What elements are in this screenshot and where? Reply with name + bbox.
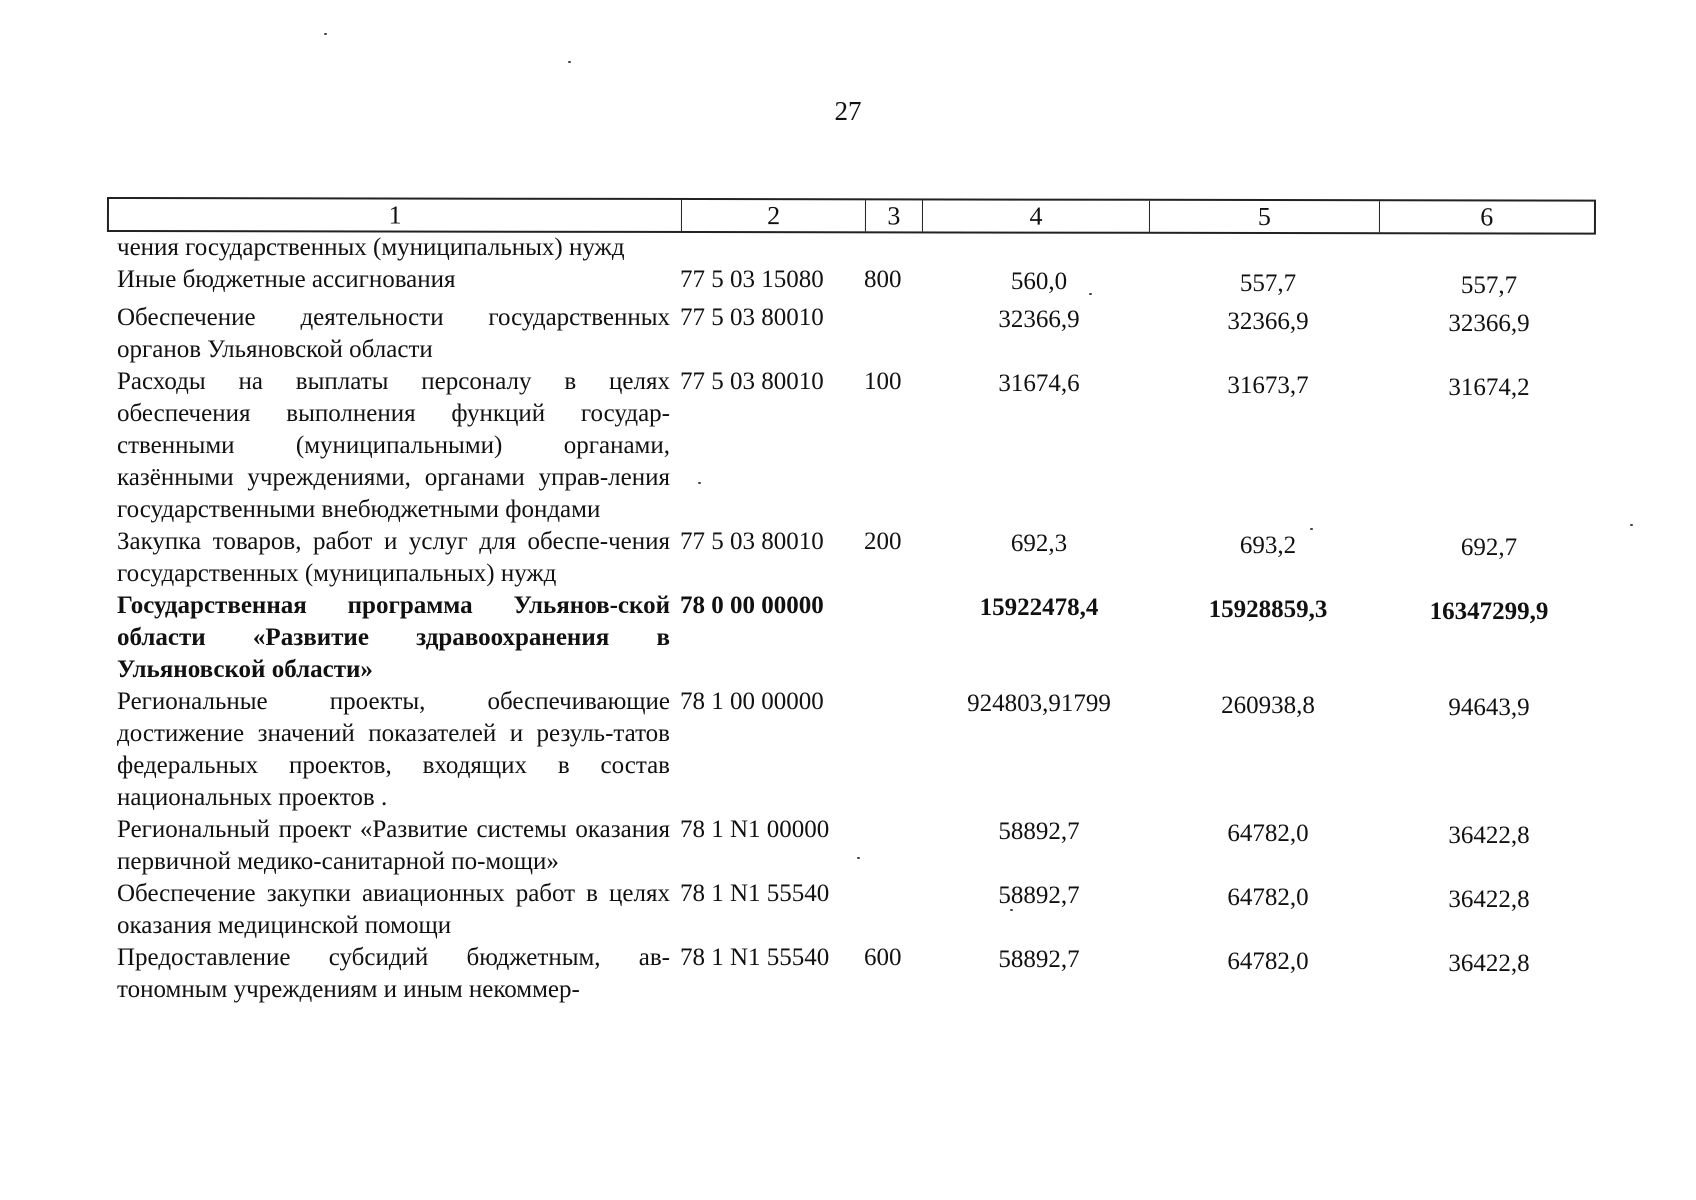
row-value-col4: 31674,6: [998, 370, 1080, 397]
row-value-col5: 64782,0: [1227, 948, 1309, 975]
row-value-col6: 94643,9: [1448, 694, 1530, 721]
row-value-col4: 15922478,4: [979, 594, 1099, 621]
table-header: [107, 197, 1596, 235]
row-code: 78 0 00 00000: [680, 592, 824, 619]
row-value-col6: [1382, 232, 1596, 238]
table-row: [117, 590, 1597, 686]
row-value-col6: 36422,8: [1448, 822, 1530, 849]
row-code: 78 1 N1 00000: [680, 816, 830, 843]
row-description: Обеспечение деятельности государственных органов Ульяновской области: [117, 304, 670, 363]
row-value-col4: [924, 232, 1154, 234]
scan-speck: [568, 61, 571, 63]
header-col-5: 5: [1150, 201, 1379, 232]
table-row: [117, 526, 1597, 590]
row-code: 78 1 N1 55540: [680, 880, 830, 907]
row-value-col4: 692,3: [1010, 530, 1068, 557]
table-row: [117, 302, 1597, 366]
row-expense-kind: 200: [864, 528, 902, 555]
row-description: Государственная программа Ульянов-ской области «Развитие здравоохранения в Ульяновской области»: [117, 592, 670, 683]
header-col-2: 2: [682, 200, 866, 231]
row-code: 77 5 03 80010: [680, 528, 824, 555]
table-row: [117, 878, 1597, 942]
row-description: Закупка товаров, работ и услуг для обеспе-чения государственных (муниципальных) нужд: [117, 528, 670, 587]
row-value-col5: 15928859,3: [1208, 596, 1328, 623]
row-value-col5: 64782,0: [1227, 820, 1309, 847]
header-col-1: 1: [109, 199, 683, 231]
row-code: 77 5 03 15080: [680, 266, 824, 293]
row-value-col5: 557,7: [1239, 270, 1297, 297]
row-value-col6: 16347299,9: [1429, 598, 1549, 625]
row-value-col4: 560,0: [1010, 268, 1068, 295]
page-number: 27: [834, 96, 862, 126]
row-value-col5: 64782,0: [1227, 884, 1309, 911]
row-value-col5: [1154, 232, 1382, 236]
table-row: [117, 264, 1597, 302]
row-value-col4: 924803,91799: [967, 690, 1111, 717]
scan-speck: [1630, 524, 1633, 526]
row-value-col6: 31674,2: [1448, 374, 1530, 401]
row-value-col6: 692,7: [1460, 534, 1518, 561]
row-description: Иные бюджетные ассигнования: [117, 266, 456, 293]
scan-speck: [1310, 528, 1313, 530]
row-code: 78 1 N1 55540: [680, 944, 830, 971]
row-value-col4: 58892,7: [998, 946, 1080, 973]
row-value-col6: 557,7: [1460, 272, 1518, 299]
table-row: [117, 942, 1597, 1006]
header-col-4: 4: [923, 200, 1150, 231]
row-value-col5: 31673,7: [1227, 372, 1309, 399]
row-code: 77 5 03 80010: [680, 368, 824, 395]
row-value-col6: 36422,8: [1448, 950, 1530, 977]
row-value-col5: 693,2: [1239, 532, 1297, 559]
row-description: Предоставление субсидий бюджетным, ав-тономным учреждениям и иным некоммер-: [117, 944, 670, 1003]
row-value-col4: 58892,7: [998, 882, 1080, 909]
row-code: 78 1 00 00000: [680, 688, 824, 715]
row-value-col5: 32366,9: [1227, 308, 1309, 335]
table-body: [117, 232, 1597, 1006]
scan-speck: [698, 482, 701, 484]
scan-speck: [324, 33, 327, 35]
row-description: Региональные проекты, обеспечивающие достижение значений показателей и резуль-татов федеральных проектов, входящих в состав национальных проектов .: [117, 688, 670, 811]
header-col-3: 3: [866, 200, 923, 231]
row-expense-kind: 600: [864, 944, 902, 971]
table-row: [117, 686, 1597, 814]
row-description: чения государственных (муниципальных) нужд: [117, 234, 625, 261]
row-description: Региональный проект «Развитие системы оказания первичной медико-санитарной по-мощи»: [117, 816, 670, 875]
row-description: Расходы на выплаты персоналу в целях обеспечения выполнения функций государ-ственными (муниципальными) органами, казёнными учреждениями, органами управ-ления государственными внебюджетными фондами: [117, 368, 670, 523]
row-description: Обеспечение закупки авиационных работ в целях оказания медицинской помощи: [117, 880, 670, 939]
row-expense-kind: 100: [864, 368, 902, 395]
row-value-col6: 32366,9: [1448, 310, 1530, 337]
table-row: [117, 366, 1597, 526]
table-row: [117, 232, 1597, 264]
header-col-6: 6: [1480, 202, 1494, 232]
row-code: 77 5 03 80010: [680, 304, 824, 331]
scan-speck: [1010, 909, 1013, 911]
row-value-col4: 32366,9: [998, 306, 1080, 333]
row-expense-kind: 800: [864, 266, 902, 293]
scan-speck: [857, 857, 860, 859]
table-row: [117, 814, 1597, 878]
row-value-col5: 260938,8: [1221, 692, 1315, 719]
row-value-col6: 36422,8: [1448, 886, 1530, 913]
scan-speck: [1089, 293, 1092, 295]
row-value-col4: 58892,7: [998, 818, 1080, 845]
